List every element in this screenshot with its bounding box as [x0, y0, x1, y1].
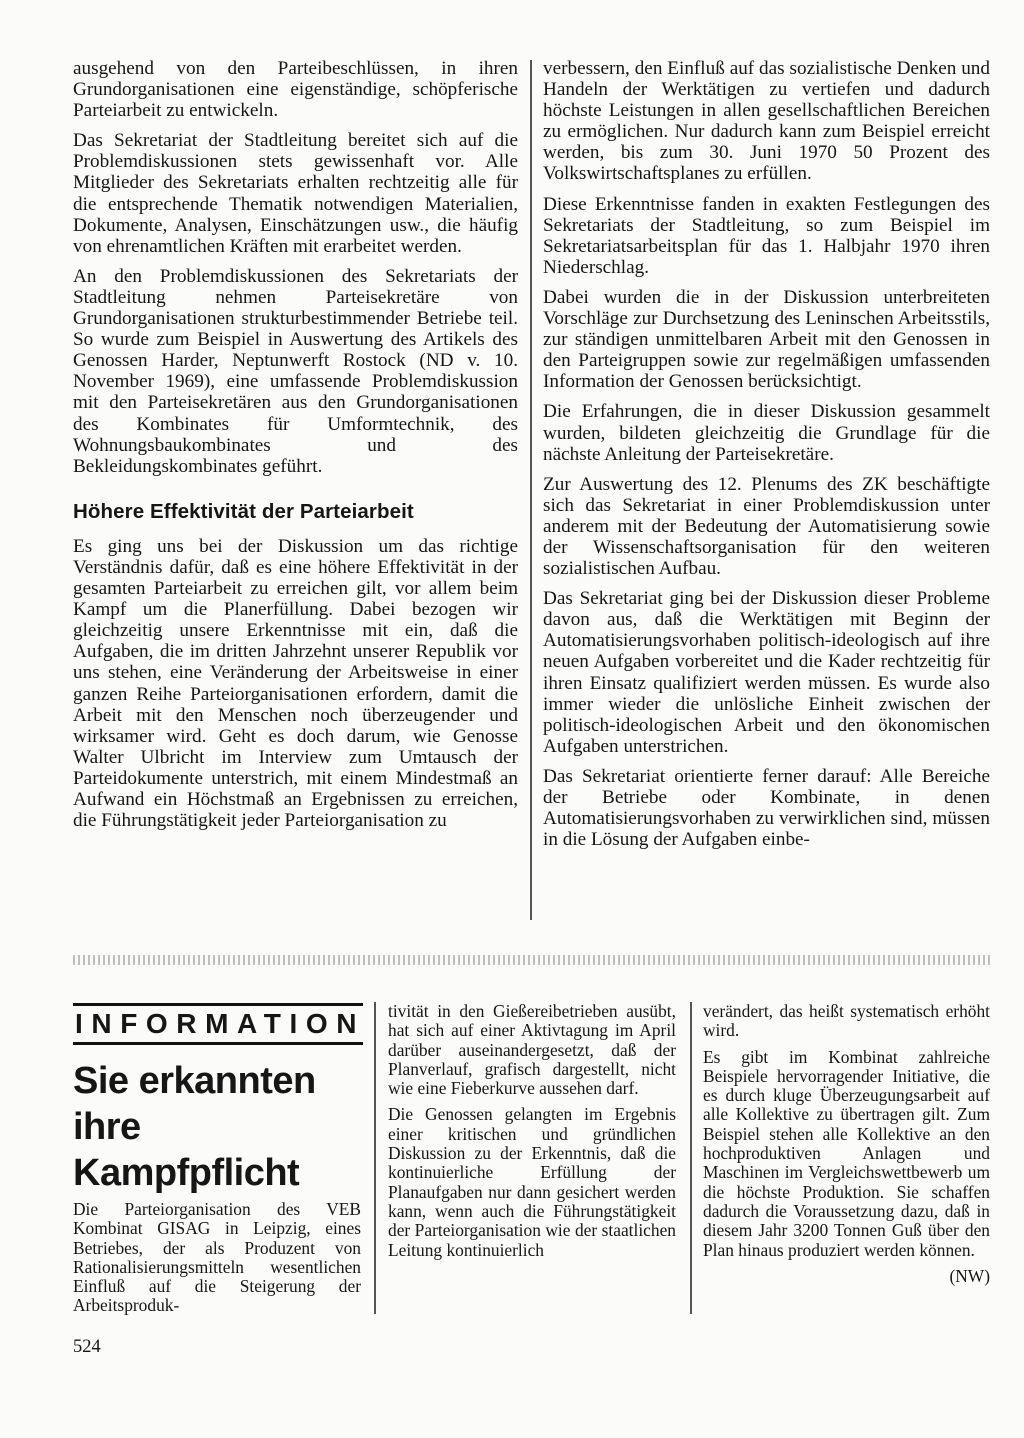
paragraph: Die Erfahrungen, die in dieser Diskussion gesammelt wurden, bildeten gleichzeitig die Grundlage für die nächste Anleitung der Parteisekretäre.: [543, 401, 990, 465]
paragraph: Das Sekretariat der Stadtleitung bereitet sich auf die Problemdiskussionen stets gewissenhaft vor. Alle Mitglieder des Sekretariats erhalten rechtzeitig alle für die entsprechende Thematik notwendigen Materialien, Dokumente, Analysen, Einschätzungen usw., die häufig von ehrenamtlichen Kräften mit erarbeitet werden.: [73, 130, 518, 257]
paragraph: Die Parteiorganisation des VEB Kombinat GISAG in Leipzig, eines Betriebes, der als Produzent von Rationalisierungsmitteln wesentlichen Einfluß auf die Steigerung der Arbeitsproduk-: [73, 1199, 361, 1316]
paragraph: Es gibt im Kombinat zahlreiche Beispiele hervorragender Initiative, die es durch kluge Überzeugungsarbeit auf alle Kollektive zu übertragen gilt. Zum Beispiel stehen alle Kollektive an den hochproduktiven Anlagen und Maschinen im Vergleichswettbewerb um die höchste Produktion. Sie schaffen dadurch die Voraussetzung dazu, daß in diesem Jahr 3200 Tonnen Guß über den Plan hinaus produziert werden können.: [703, 1046, 990, 1260]
paragraph: Es ging uns bei der Diskussion um das richtige Verständnis dafür, daß es eine höhere Effektivität in der gesamten Parteiarbeit zu erreichen gilt, vor allem beim Kampf um die Planerfüllung. Dabei bezogen wir gleichzeitig unsere Erkenntnisse mit ein, daß die Aufgaben, die im dritten Jahrzehnt unserer Republik vor uns stehen, eine Veränderung der Arbeitsweise in einer ganzen Reihe Parteiorganisationen erfordern, damit die Arbeit mit den Menschen noch überzeugender und wirksamer wird. Geht es doch darum, wie Genosse Walter Ulbricht im Interview zum Umtausch der Parteidokumente unterstrich, mit einem Mindestmaß an Aufwand ein Höchstmaß an Ergebnissen zu erreichen, die Führungstätigkeit jeder Parteiorganisation zu: [73, 535, 518, 832]
article-column-right: [543, 58, 990, 850]
paragraph: verbessern, den Einfluß auf das sozialistische Denken und Handeln der Werktätigen zu vertiefen und dadurch höchste Leistungen in allen gesellschaftlichen Bereichen zu ermöglichen. Nur dadurch kann zum Beispiel erreicht werden, bis zum 30. Juni 1970 50 Prozent des Volkswirtschaftsplanes zu erfüllen.: [543, 58, 990, 185]
paragraph: Diese Erkenntnisse fanden in exakten Festlegungen des Sekretariats der Stadtleitung, so zum Beispiel im Sekretariatsarbeitsplan für das 1. Halbjahr 1970 ihren Niederschlag.: [543, 193, 990, 278]
column-divider: [690, 1002, 692, 1314]
column-divider: [374, 1002, 376, 1314]
info-column-1: [73, 1200, 361, 1316]
author-signature: (NW): [949, 1265, 990, 1286]
paragraph: Das Sekretariat ging bei der Diskussion dieser Probleme davon aus, daß die Werktätigen mit Beginn der Automatisierungsvorhaben politisch-ideologisch auf ihre neuen Aufgaben vorbereitet und die Kader rechtzeitig für ihren Einsatz qualifiziert werden müssen. Es wurde also immer wieder die unlösliche Einheit zwischen der politisch-ideologischen Arbeit und den ökonomischen Aufgaben unterstrichen.: [543, 588, 990, 757]
section-heading: Höhere Effektivität der Parteiarbeit: [73, 499, 414, 523]
info-column-2: [388, 1002, 676, 1260]
paragraph: Dabei wurden die in der Diskussion unterbreiteten Vorschläge zur Durchsetzung des Leninschen Arbeitsstils, zur ständigen unmittelbaren Arbeit mit den Genossen in den Parteigruppen sowie zur regelmäßigen umfassenden Information der Genossen berücksichtigt.: [543, 286, 990, 393]
column-divider: [530, 60, 532, 920]
information-label: INFORMATION: [73, 1003, 363, 1045]
page-number: 524: [73, 1337, 101, 1357]
paragraph: Zur Auswertung des 12. Plenums des ZK beschäftigte sich das Sekretariat in einer Problemdiskussion unter anderem mit der Bedeutung der Automatisierung sowie der Wissenschaftsorganisation für den weiteren sozialistischen Aufbau.: [543, 473, 990, 580]
signature-row: [703, 1267, 990, 1286]
info-headline: [73, 1058, 373, 1196]
paragraph: Die Genossen gelangten im Ergebnis einer kritischen und gründlichen Diskussion zu der Erkenntnis, daß die kontinuierliche Erfüllung der Planaufgaben nur dann gesichert werden kann, wenn auch die Führungstätigkeit der Parteiorganisation wie der staatlichen Leitung kontinuierlich: [388, 1104, 676, 1260]
section-separator: [73, 955, 990, 965]
paragraph: An den Problemdiskussionen des Sekretariats der Stadtleitung nehmen Parteisekretäre von Grundorganisationen strukturbestimmender Betriebe teil. So wurde zum Beispiel in Auswertung des Artikels des Genossen Harder, Neptunwerft Rostock (ND v. 10. November 1969), eine umfassende Problemdiskussion mit den Parteisekretären aus den Grundorganisationen des Kombinates für Umformtechnik, des Wohnungsbaukombinates und des Bekleidungskombinates geführt.: [73, 265, 518, 477]
paragraph: Das Sekretariat orientierte ferner darauf: Alle Bereiche der Betriebe oder Kombinate, in denen Automatisierungsvorhaben zu verwirklichen sind, müssen in die Lösung der Aufgaben einbe-: [543, 765, 990, 851]
info-column-3: [703, 1002, 990, 1286]
paragraph: ausgehend von den Parteibeschlüssen, in ihren Grundorganisationen eine eigenständige, schöpferische Parteiarbeit zu entwickeln.: [73, 58, 518, 122]
headline-line: Kampfpflicht: [73, 1152, 300, 1194]
headline-line: ihre: [73, 1106, 141, 1148]
paragraph: verändert, das heißt systematisch erhöht wird.: [703, 1001, 990, 1041]
headline-line: Sie erkannten: [73, 1060, 316, 1102]
paragraph: tivität in den Gießereibetrieben ausübt, hat sich auf einer Aktivtagung im April darüber auseinandergesetzt, daß der Planverlauf, grafisch dargestellt, nicht wie eine Fieberkurve aussehen darf.: [388, 1001, 676, 1099]
article-column-left: [73, 58, 518, 831]
